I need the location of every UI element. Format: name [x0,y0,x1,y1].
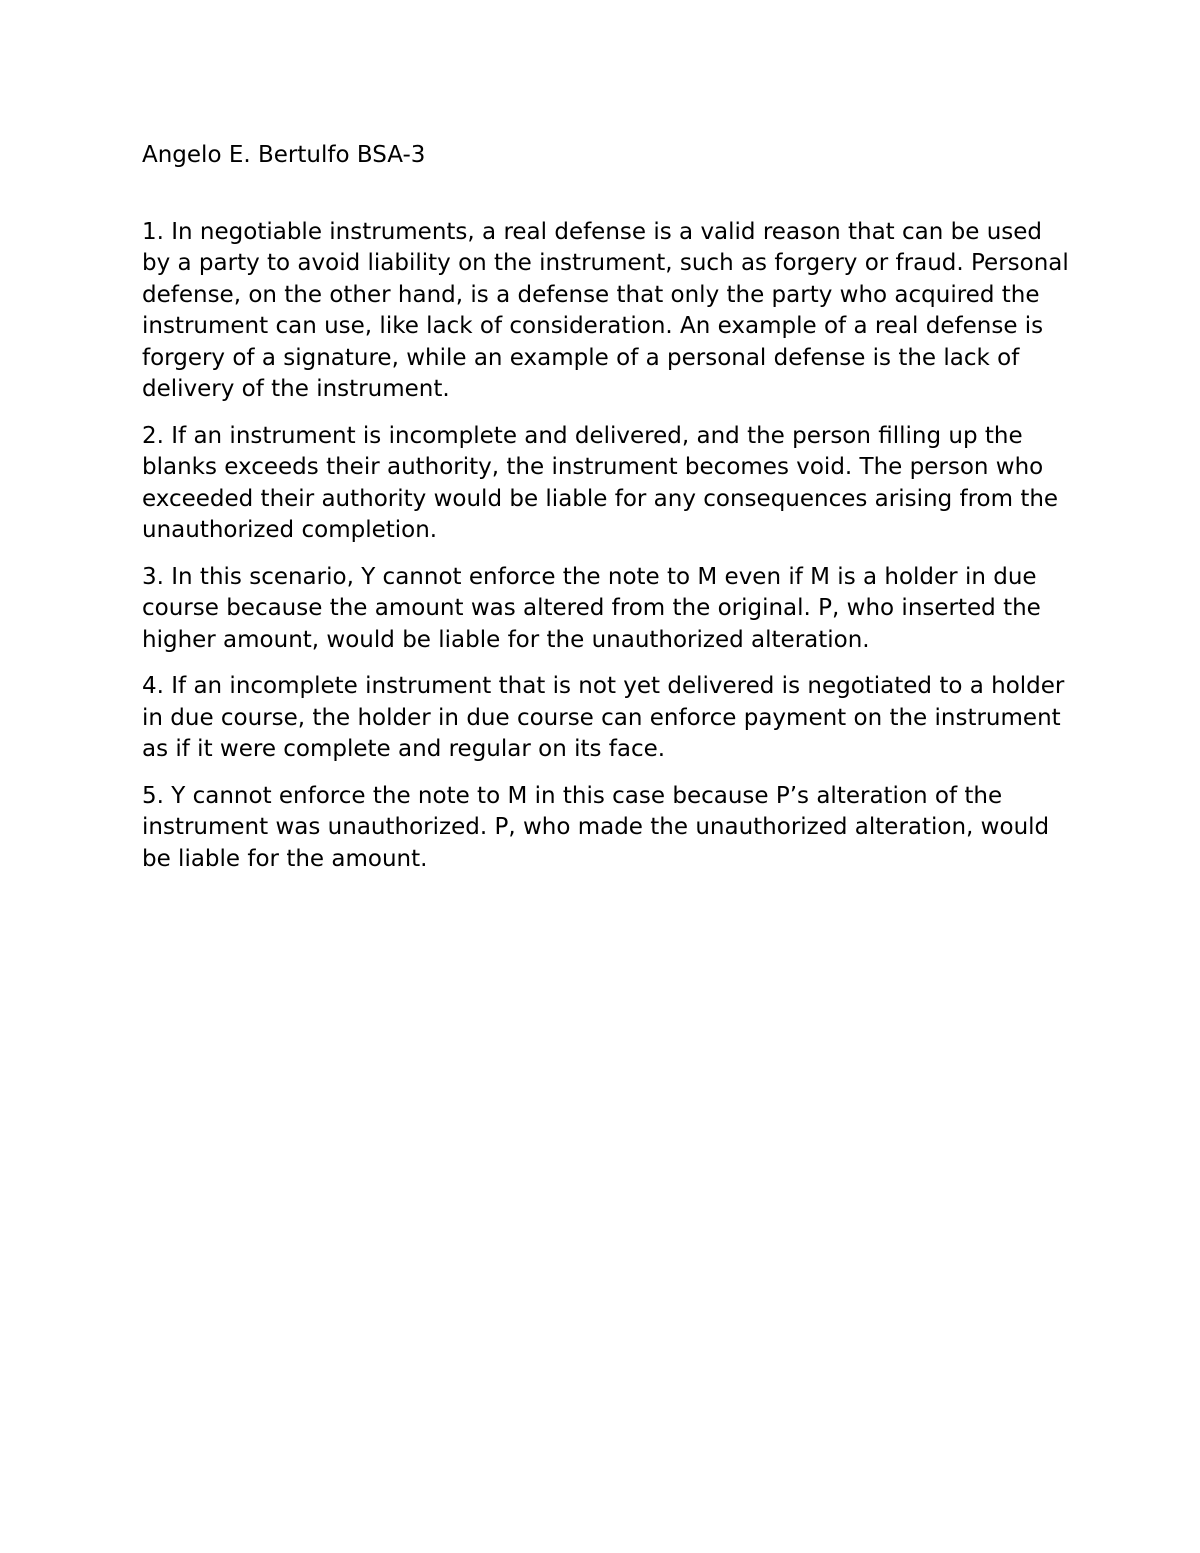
author-line: Angelo E. Bertulfo BSA-3 [142,142,426,168]
document-body [142,140,1072,890]
answer-paragraph-3: 3. In this scenario, Y cannot enforce the note to M even if M is a holder in due course because the amount was altered from the original. P, who inserted the higher amount, would be liable for the unauthorized alteration. [142,563,1041,653]
answer-paragraph-1: 1. In negotiable instruments, a real defense is a valid reason that can be used by a party to avoid liability on the instrument, such as forgery or fraud. Personal defense, on the other hand, is a defense that only the party who acquired the instrument can use, like lack of consideration. An example of a real defense is forgery of a signature, while an example of a personal defense is the lack of delivery of the instrument. [142,218,1069,402]
answer-paragraph-5: 5. Y cannot enforce the note to M in this case because P’s alteration of the instrument was unauthorized. P, who made the unauthorized alteration, would be liable for the amount. [142,782,1050,872]
answer-paragraph-2: 2. If an instrument is incomplete and delivered, and the person filling up the blanks exceeds their authority, the instrument becomes void. The person who exceeded their authority would be liable for any consequences arising from the unauthorized completion. [142,422,1059,543]
answer-paragraph-4: 4. If an incomplete instrument that is not yet delivered is negotiated to a holder in due course, the holder in due course can enforce payment on the instrument as if it were complete and regular on its face. [142,673,1065,762]
